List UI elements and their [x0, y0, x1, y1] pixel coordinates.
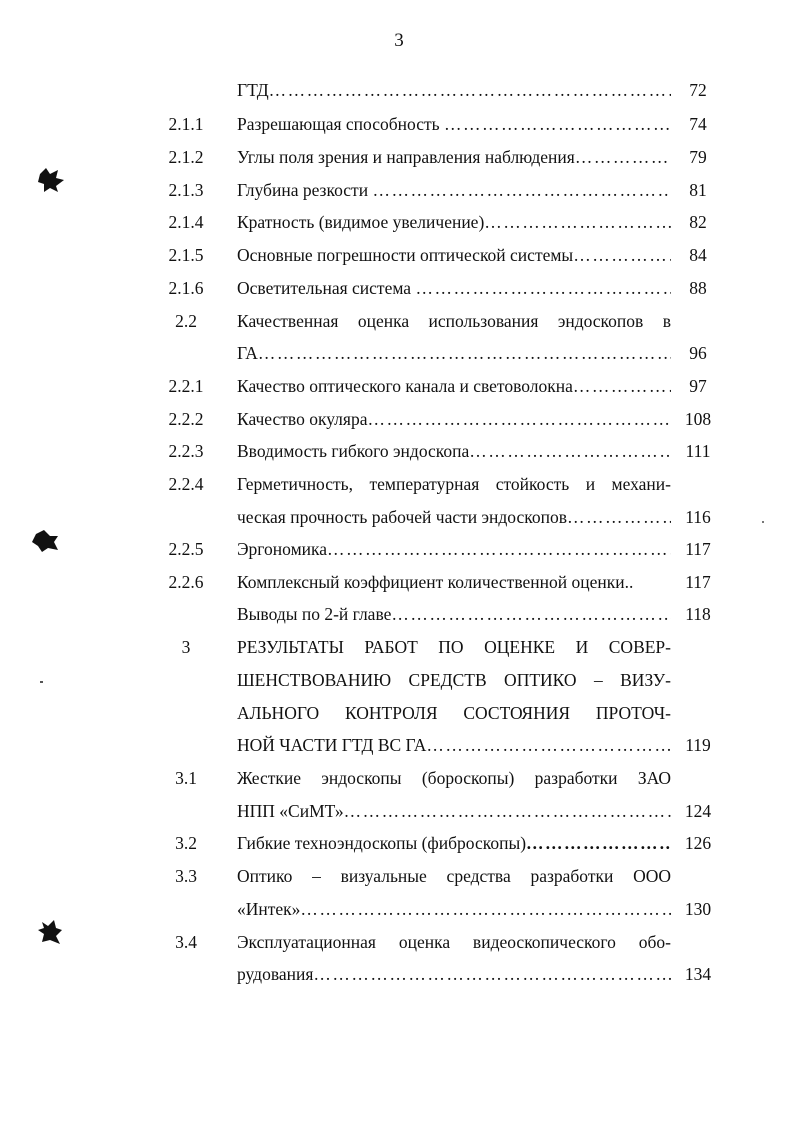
toc-line	[0, 405, 798, 433]
dust-speck	[762, 521, 764, 523]
toc-page-number: 134	[684, 964, 712, 984]
toc-page-number: 130	[684, 899, 712, 919]
toc-page-number: 116	[685, 507, 711, 527]
toc-page-number: 79	[689, 147, 707, 167]
toc-entry-title: Вводимость гибкого эндоскопа ……………………………………………………………………………………………………………………	[237, 437, 671, 465]
toc-section-number: 3.3	[175, 866, 197, 886]
dust-speck	[40, 681, 43, 683]
toc-page-number: 84	[689, 245, 707, 265]
toc-line	[0, 797, 798, 825]
toc-section-number: 2.2.3	[168, 441, 204, 461]
toc-page-number: 119	[685, 735, 711, 755]
toc-entry-title: Эксплуатационная оценка видеоскопического обо-	[237, 932, 671, 952]
toc-entry-title: Кратность (видимое увеличение) ……………………………………………………………………………………………………………………	[237, 208, 671, 236]
toc-entry-title: НПП «СиМТ» ……………………………………………………………………………………………………………………	[237, 797, 671, 825]
toc-line	[0, 699, 798, 727]
toc-line	[0, 470, 798, 498]
toc-entry-title: ШЕНСТВОВАНИЮ СРЕДСТВ ОПТИКО – ВИЗУ-	[237, 670, 671, 690]
toc-entry-title: Герметичность, температурная стойкость и механи-	[237, 474, 671, 494]
toc-line	[0, 503, 798, 531]
toc-entry-title: ГТД ……………………………………………………………………………………………………………………	[237, 76, 671, 104]
toc-section-number: 2.2.6	[168, 572, 204, 592]
toc-line	[0, 862, 798, 890]
toc-page-number: 81	[689, 180, 707, 200]
toc-line	[0, 731, 798, 759]
toc-section-number: 2.1.6	[168, 278, 204, 298]
ink-blot-mark	[36, 166, 66, 194]
ink-blot-mark	[30, 528, 60, 554]
toc-entry-title: Качественная оценка использования эндоскопов в	[237, 311, 671, 331]
toc-page-number: 118	[685, 604, 711, 624]
toc-entry-title: Жесткие эндоскопы (бороскопы) разработки ЗАО	[237, 768, 671, 788]
toc-entry-title: Углы поля зрения и направления наблюдения ……………………………………………………………………………………………………………………	[237, 143, 671, 171]
toc-entry-title: Качество оптического канала и световолокна ……………………………………………………………………………………………………………………	[237, 372, 671, 400]
toc-entry-title: Разрешающая способность ……………………………………………………………………………………………………………………	[237, 110, 671, 138]
toc-line	[0, 928, 798, 956]
toc-entry-title: «Интек» ……………………………………………………………………………………………………………………	[237, 895, 671, 923]
toc-section-number: 3.1	[175, 768, 197, 788]
toc-section-number: 2.1.5	[168, 245, 204, 265]
toc-page-number: 124	[684, 801, 712, 821]
toc-entry-title: ческая прочность рабочей части эндоскопов ……………………………………………………………………………………………………………………	[237, 503, 671, 531]
toc-line	[0, 666, 798, 694]
toc-page-number: 72	[689, 80, 707, 100]
toc-section-number: 3	[181, 637, 191, 657]
toc-page-number: 111	[685, 441, 711, 461]
toc-entry-title: Глубина резкости ……………………………………………………………………………………………………………………	[237, 176, 671, 204]
toc-line	[0, 76, 798, 104]
toc-line	[0, 960, 798, 988]
toc-line	[0, 600, 798, 628]
toc-section-number: 2.2.1	[168, 376, 204, 396]
toc-entry-title: Осветительная система ……………………………………………………………………………………………………………………	[237, 274, 671, 302]
toc-page-number: 96	[689, 343, 707, 363]
toc-section-number: 2.2.2	[168, 409, 204, 429]
toc-entry-title: НОЙ ЧАСТИ ГТД ВС ГА ……………………………………………………………………………………………………………………	[237, 731, 671, 759]
toc-line	[0, 764, 798, 792]
toc-page-number: 117	[685, 572, 711, 592]
toc-section-number: 3.4	[175, 932, 197, 952]
toc-line	[0, 208, 798, 236]
toc-line	[0, 568, 798, 596]
toc-page-number: 117	[685, 539, 711, 559]
toc-page-number: 108	[684, 409, 712, 429]
toc-line	[0, 307, 798, 335]
toc-entry-title: Выводы по 2-й главе ……………………………………………………………………………………………………………………	[237, 600, 671, 628]
toc-entry-title: РЕЗУЛЬТАТЫ РАБОТ ПО ОЦЕНКЕ И СОВЕР-	[237, 637, 671, 657]
toc-line	[0, 176, 798, 204]
toc-section-number: 2.1.1	[168, 114, 204, 134]
toc-entry-title: рудования ……………………………………………………………………………………………………………………	[237, 960, 671, 988]
toc-section-number: 2.1.2	[168, 147, 204, 167]
toc-page-number: 88	[689, 278, 707, 298]
toc-line	[0, 372, 798, 400]
toc-line	[0, 339, 798, 367]
toc-entry-title: Гибкие техноэндоскопы (фиброскопы) ……………………………………………………………………………………………………………………	[237, 829, 671, 857]
toc-entry-title: ГА ……………………………………………………………………………………………………………………	[237, 339, 671, 367]
toc-line	[0, 274, 798, 302]
toc-line	[0, 110, 798, 138]
toc-section-number: 2.2.5	[168, 539, 204, 559]
toc-entry-title: Основные погрешности оптической системы ……………………………………………………………………………………………………………………	[237, 241, 671, 269]
toc-line	[0, 829, 798, 857]
page-number: 3	[394, 30, 404, 51]
toc-section-number: 2.1.3	[168, 180, 204, 200]
toc-page-number: 126	[684, 833, 712, 853]
toc-entry-title: АЛЬНОГО КОНТРОЛЯ СОСТОЯНИЯ ПРОТОЧ-	[237, 703, 671, 723]
toc-line	[0, 241, 798, 269]
toc-entry-title: Оптико – визуальные средства разработки ООО	[237, 866, 671, 886]
toc-section-number: 3.2	[175, 833, 197, 853]
toc-line	[0, 143, 798, 171]
toc-line	[0, 437, 798, 465]
toc-entry-title: Эргономика ……………………………………………………………………………………………………………………	[237, 535, 671, 563]
toc-section-number: 2.2	[175, 311, 197, 331]
toc-section-number: 2.1.4	[168, 212, 204, 232]
toc-entry-title: Качество окуляра ……………………………………………………………………………………………………………………	[237, 405, 671, 433]
toc-entry-title: Комплексный коэффициент количественной оценки..	[237, 572, 634, 592]
toc-line	[0, 633, 798, 661]
toc-line	[0, 535, 798, 563]
toc-page-number: 74	[689, 114, 707, 134]
toc-section-number: 2.2.4	[168, 474, 204, 494]
ink-blot-mark	[36, 918, 64, 946]
toc-line	[0, 895, 798, 923]
toc-page-number: 82	[689, 212, 707, 232]
toc-page-number: 97	[689, 376, 707, 396]
